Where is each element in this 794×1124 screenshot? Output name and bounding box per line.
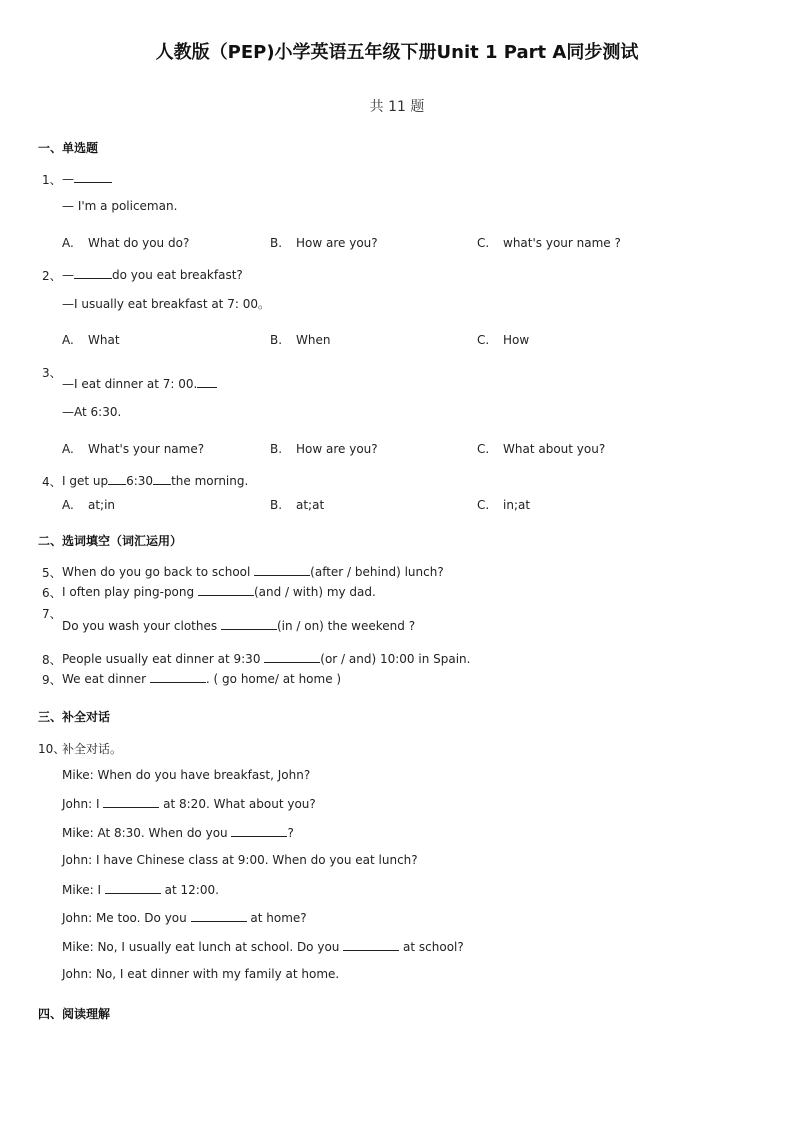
answer-blank[interactable]	[221, 618, 277, 630]
answer-blank[interactable]	[153, 473, 171, 485]
question-count: 共 11 题	[369, 99, 425, 115]
answer-blank[interactable]	[191, 910, 247, 922]
answer-blank[interactable]	[264, 651, 320, 663]
fill-question	[62, 618, 415, 633]
option-letter: B.	[270, 498, 283, 512]
section-heading-reading: 四、阅读理解	[38, 1007, 111, 1021]
fill-question	[62, 564, 444, 579]
answer-blank[interactable]	[254, 564, 310, 576]
section-heading-word-choice: 二、选词填空（词汇运用）	[38, 534, 183, 548]
option-text: What do you do?	[88, 236, 190, 250]
option-letter: B.	[270, 442, 283, 456]
fill-question	[62, 584, 376, 599]
option-letter: B.	[270, 236, 283, 250]
dialog-line	[62, 910, 307, 925]
option-c[interactable]	[477, 442, 605, 456]
dash-text: —	[62, 268, 74, 282]
question-line: —At 6:30.	[62, 405, 122, 419]
option-letter: A.	[62, 498, 74, 512]
option-letter: A.	[62, 333, 74, 347]
dialog-line: John: No, I eat dinner with my family at home.	[62, 967, 340, 981]
page-title: 人教版（PEP)小学英语五年级下册Unit 1 Part A同步测试	[155, 42, 639, 63]
option-a[interactable]	[62, 333, 120, 347]
question-line	[62, 376, 217, 391]
option-a[interactable]	[62, 442, 204, 456]
option-text: What	[88, 333, 120, 347]
answer-blank[interactable]	[105, 882, 161, 894]
question-number: 8、	[42, 653, 62, 667]
dialog-text: at school?	[399, 940, 464, 954]
dash-text: —	[62, 172, 74, 186]
dialog-line	[62, 939, 464, 954]
dialog-text: Mike: At 8:30. When do you	[62, 826, 232, 840]
question-text: (and / with) my dad.	[253, 585, 376, 599]
answer-blank[interactable]	[343, 939, 399, 951]
dialog-text: Mike: I	[62, 883, 105, 897]
option-text: What about you?	[503, 442, 606, 456]
option-letter: A.	[62, 442, 74, 456]
question-line: — I'm a policeman.	[62, 199, 178, 213]
question-number: 1、	[42, 173, 62, 187]
question-line	[62, 171, 112, 186]
option-letter: C.	[477, 498, 490, 512]
answer-blank[interactable]	[103, 796, 159, 808]
question-text: Do you wash your clothes	[62, 619, 221, 633]
dialog-text: at 12:00.	[160, 883, 219, 897]
question-text: People usually eat dinner at 9:30	[62, 652, 265, 666]
option-text: What's your name?	[88, 442, 205, 456]
option-c[interactable]	[477, 498, 530, 512]
dialog-line: John: I have Chinese class at 9:00. When do you eat lunch?	[62, 853, 418, 867]
dialog-text: John: Me too. Do you	[62, 911, 191, 925]
option-text: in;at	[503, 498, 531, 512]
answer-blank[interactable]	[231, 825, 287, 837]
question-number: 2、	[42, 269, 62, 283]
answer-blank[interactable]	[74, 171, 112, 183]
question-text: (or / and) 10:00 in Spain.	[320, 652, 471, 666]
question-text: do you eat breakfast?	[112, 268, 243, 282]
question-text: I get up	[62, 474, 109, 488]
question-text: (after / behind) lunch?	[310, 565, 444, 579]
option-a[interactable]	[62, 236, 189, 250]
option-a[interactable]	[62, 498, 115, 512]
question-number: 6、	[42, 586, 62, 600]
option-text: How	[503, 333, 530, 347]
answer-blank[interactable]	[197, 376, 217, 388]
dialog-line	[62, 825, 294, 840]
option-b[interactable]	[270, 498, 324, 512]
question-text: the morning.	[171, 474, 249, 488]
option-c[interactable]	[477, 236, 621, 250]
dialog-text: at home?	[246, 911, 307, 925]
dialog-text: Mike: No, I usually eat lunch at school. Do you	[62, 940, 344, 954]
option-b[interactable]	[270, 442, 378, 456]
dialog-intro: 补全对话。	[62, 742, 123, 756]
option-letter: A.	[62, 236, 74, 250]
fill-question	[62, 651, 470, 666]
question-text: 6:30	[126, 474, 154, 488]
option-b[interactable]	[270, 236, 378, 250]
question-text: When do you go back to school	[62, 565, 255, 579]
question-line	[62, 267, 243, 282]
question-text: —I eat dinner at 7: 00.	[62, 377, 198, 391]
question-number: 10、	[38, 742, 66, 756]
option-text: at;at	[296, 498, 325, 512]
question-line	[62, 473, 248, 488]
question-text: We eat dinner	[62, 672, 150, 686]
question-text: . ( go home/ at home )	[205, 672, 342, 686]
question-number: 7、	[42, 607, 62, 621]
option-text: How are you?	[296, 236, 378, 250]
fill-question	[62, 671, 341, 686]
answer-blank[interactable]	[150, 671, 206, 683]
question-number: 9、	[42, 673, 62, 687]
option-text: at;in	[88, 498, 116, 512]
dialog-text: at 8:20. What about you?	[159, 797, 316, 811]
option-text: When	[296, 333, 331, 347]
section-heading-dialog: 三、补全对话	[38, 710, 111, 724]
option-text: How are you?	[296, 442, 378, 456]
answer-blank[interactable]	[74, 267, 112, 279]
question-text: (in / on) the weekend ?	[276, 619, 416, 633]
option-b[interactable]	[270, 333, 330, 347]
option-c[interactable]	[477, 333, 529, 347]
option-letter: C.	[477, 236, 490, 250]
dialog-text: ?	[287, 826, 294, 840]
option-letter: C.	[477, 442, 490, 456]
dialog-line: Mike: When do you have breakfast, John?	[62, 768, 311, 782]
section-heading-single-choice: 一、单选题	[38, 141, 99, 155]
answer-blank[interactable]	[198, 584, 254, 596]
question-number: 5、	[42, 566, 62, 580]
question-line: —I usually eat breakfast at 7: 00。	[62, 297, 270, 311]
question-text: I often play ping-pong	[62, 585, 198, 599]
question-number: 3、	[42, 366, 62, 380]
option-text: what's your name ?	[503, 236, 621, 250]
dialog-line	[62, 796, 316, 811]
dialog-line	[62, 882, 219, 897]
question-number: 4、	[42, 475, 62, 489]
dialog-text: John: I	[62, 797, 104, 811]
option-letter: C.	[477, 333, 490, 347]
answer-blank[interactable]	[108, 473, 126, 485]
option-letter: B.	[270, 333, 283, 347]
